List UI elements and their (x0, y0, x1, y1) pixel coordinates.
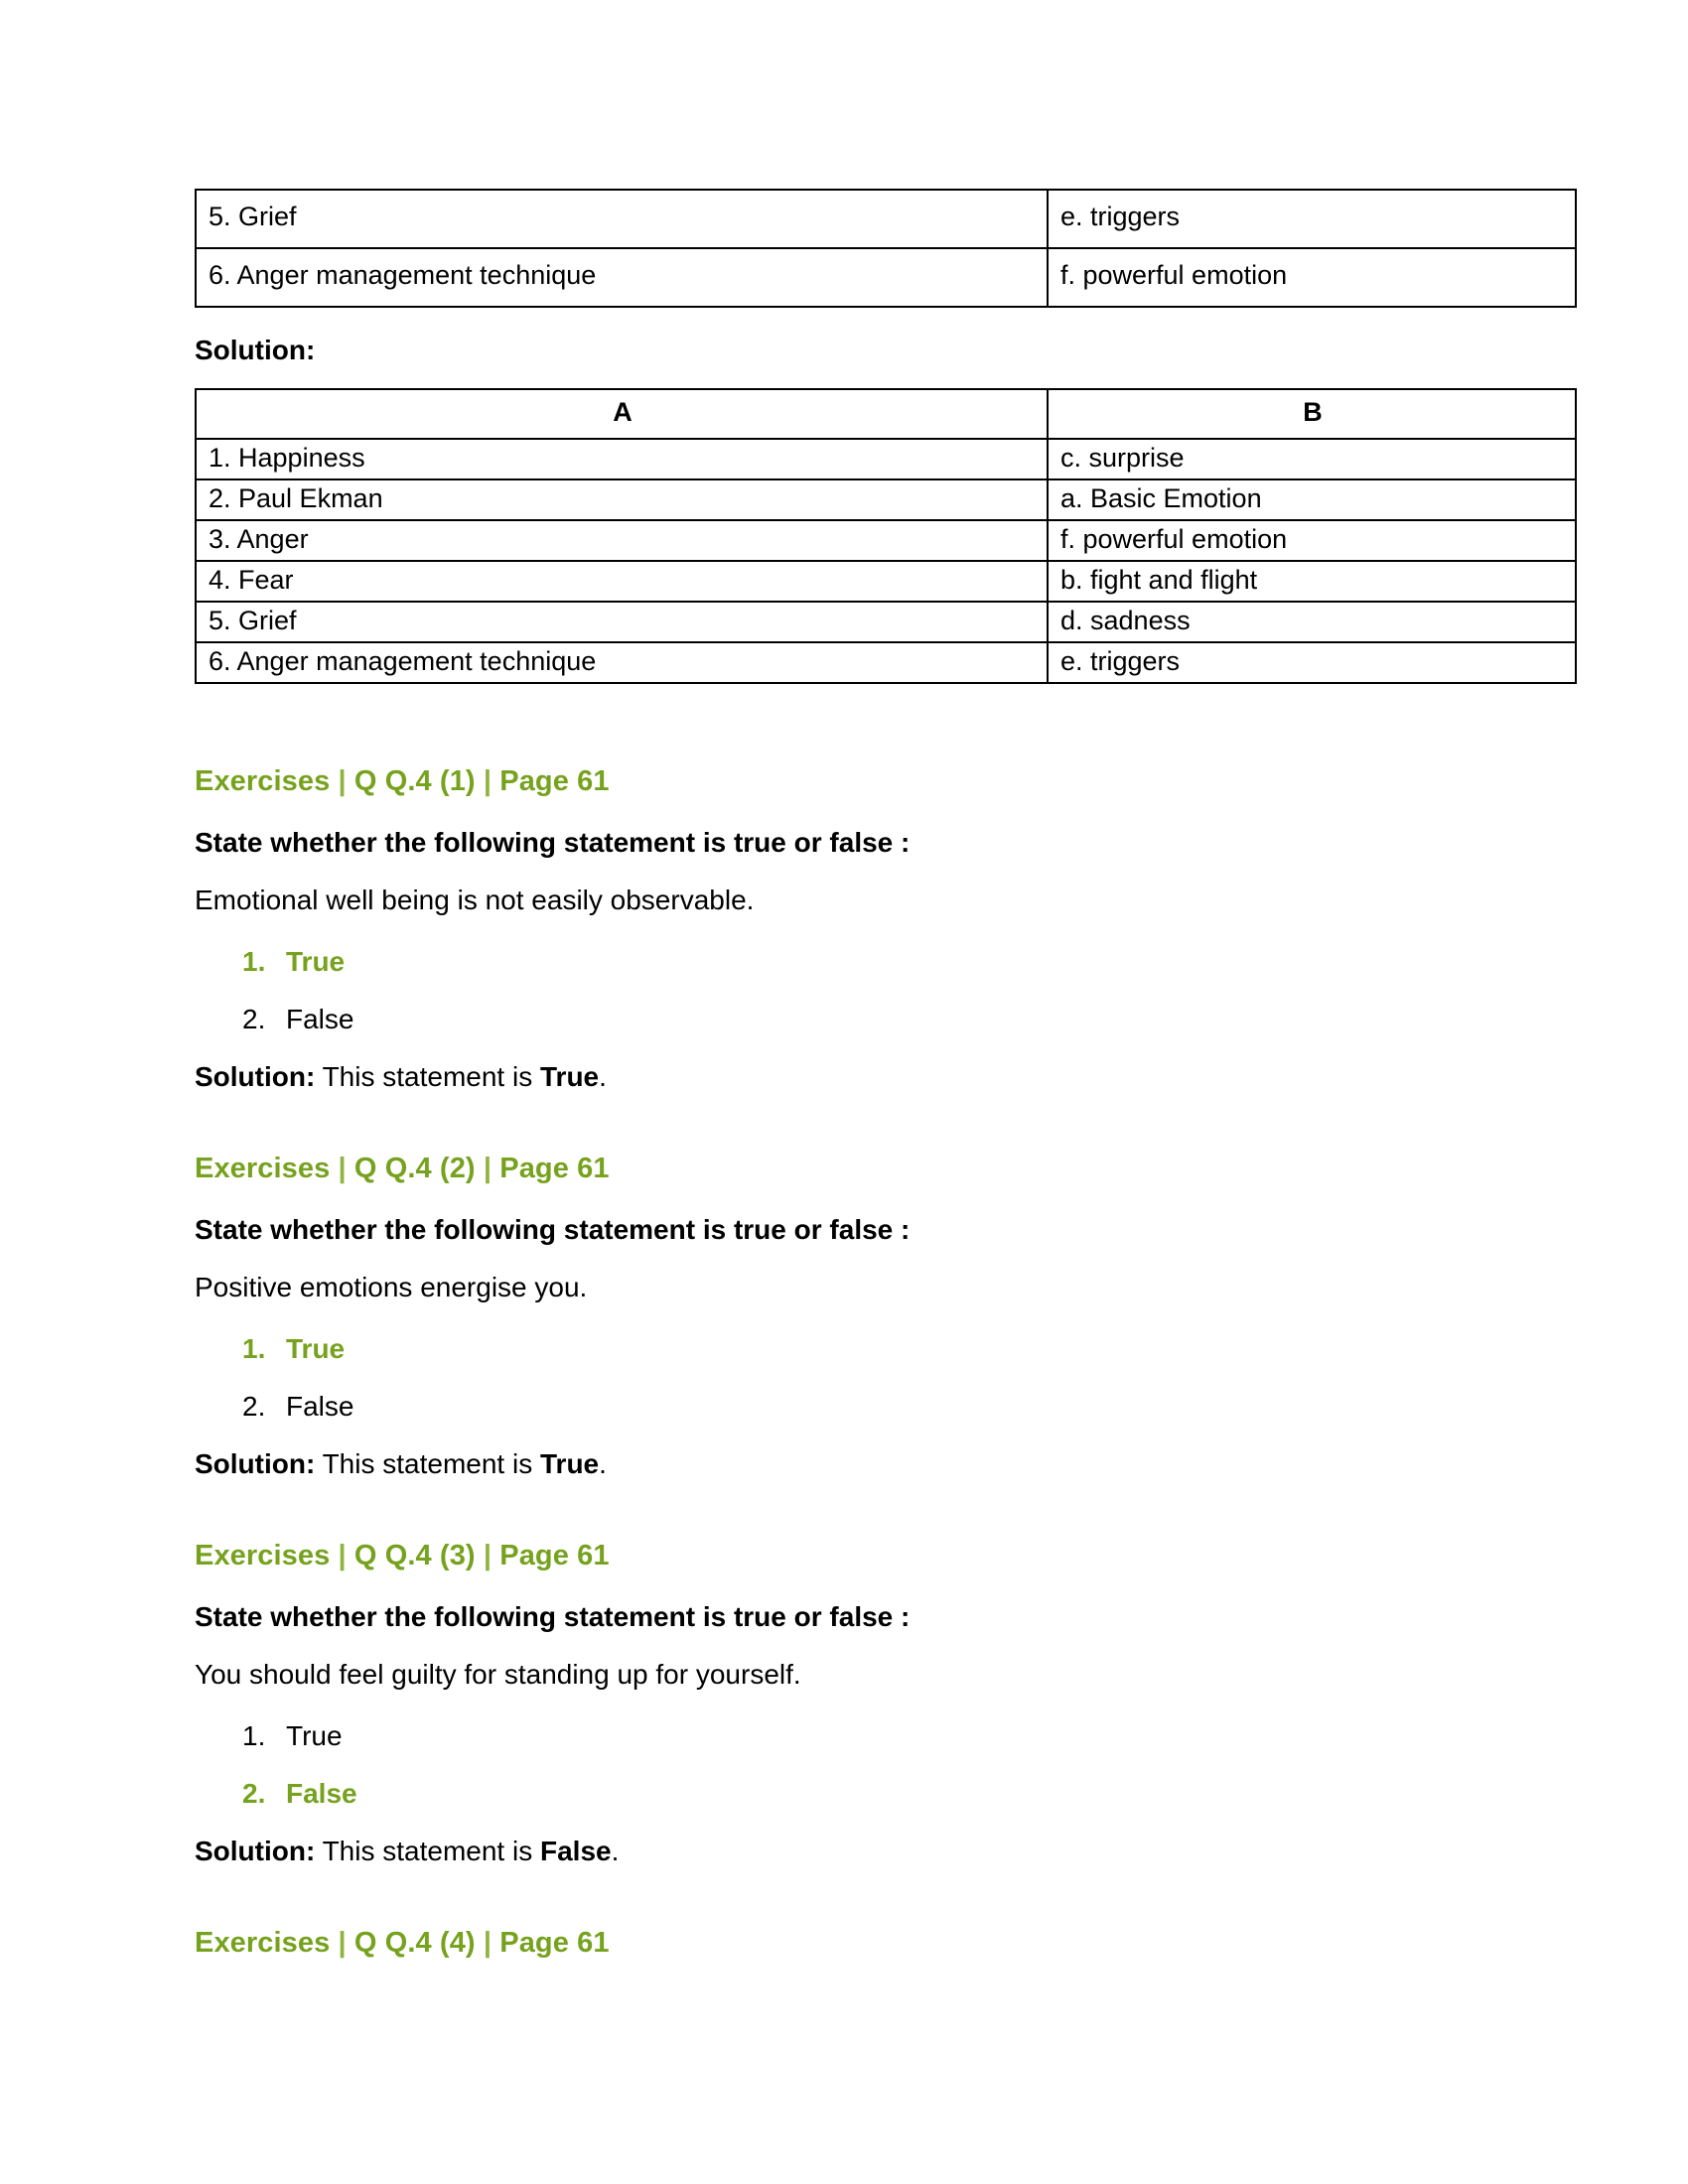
table-cell-b: b. fight and flight (1048, 561, 1576, 602)
exercise-statement: Emotional well being is not easily observable. (195, 885, 755, 916)
exercise-block-2 (195, 1153, 1575, 1480)
exercise-block-4 (195, 1927, 1575, 1960)
table-cell-b: e. triggers (1048, 190, 1576, 248)
solution-answer: True (540, 1448, 600, 1480)
table-header-a: A (196, 389, 1048, 439)
option-item[interactable] (242, 1004, 1575, 1035)
solution-text: This statement is (322, 1448, 533, 1480)
solution-label: Solution: (195, 335, 316, 365)
option-number: 1. (242, 1720, 266, 1752)
solution-label: Solution: (195, 1448, 316, 1480)
solution-label: Solution: (195, 1836, 316, 1867)
exercise-block-3 (195, 1540, 1575, 1867)
exercise-statement: You should feel guilty for standing up for yourself. (195, 1659, 801, 1691)
exercise-heading (195, 1153, 1575, 1185)
table-cell-a: 6. Anger management technique (196, 248, 1048, 307)
exercise-heading-page: Page 61 (499, 1927, 610, 1960)
table-cell-a: 5. Grief (196, 602, 1048, 642)
table-cell-b: e. triggers (1048, 642, 1576, 683)
table-cell-a: 2. Paul Ekman (196, 479, 1048, 520)
table-cell-a: 1. Happiness (196, 439, 1048, 479)
table-cell-a: 5. Grief (196, 190, 1048, 248)
option-number: 1. (242, 1333, 266, 1365)
option-item[interactable] (242, 946, 1575, 978)
option-label: False (286, 1004, 354, 1035)
exercise-heading-label: Exercises (195, 1927, 331, 1960)
table-row (196, 602, 1576, 642)
option-label: True (286, 1720, 343, 1752)
table-cell-b: f. powerful emotion (1048, 248, 1576, 307)
option-item[interactable] (242, 1720, 1575, 1752)
table-cell-b: c. surprise (1048, 439, 1576, 479)
exercise-heading-page: Page 61 (499, 1540, 610, 1572)
solution-period: . (599, 1061, 607, 1093)
exercise-heading-separator: | (483, 1153, 492, 1185)
exercise-prompt: State whether the following statement is true or false : (195, 827, 911, 859)
exercise-heading-separator: | (483, 1540, 492, 1572)
option-number: 2. (242, 1391, 266, 1423)
solution-period: . (599, 1448, 607, 1480)
table-row (196, 439, 1576, 479)
solution-period: . (611, 1836, 620, 1867)
table-row (196, 479, 1576, 520)
solution-text: This statement is (322, 1836, 533, 1867)
exercise-heading-question: Q Q.4 (2) (353, 1153, 476, 1185)
table-cell-b: f. powerful emotion (1048, 520, 1576, 561)
option-item[interactable] (242, 1391, 1575, 1423)
solution-label: Solution: (195, 1061, 316, 1093)
exercise-heading (195, 765, 1575, 798)
solution-answer: True (540, 1061, 600, 1093)
exercise-heading-separator: | (338, 765, 347, 798)
exercise-solution (195, 1836, 1575, 1867)
solution-text: This statement is (322, 1061, 533, 1093)
solution-answer: False (540, 1836, 612, 1867)
option-number: 2. (242, 1004, 266, 1035)
exercise-heading-label: Exercises (195, 1540, 331, 1572)
option-label: True (286, 1333, 346, 1365)
exercise-heading (195, 1540, 1575, 1572)
exercise-solution (195, 1061, 1575, 1093)
exercise-heading-question: Q Q.4 (4) (353, 1927, 476, 1960)
table-cell-b: a. Basic Emotion (1048, 479, 1576, 520)
option-item[interactable] (242, 1778, 1575, 1810)
exercise-heading-label: Exercises (195, 765, 331, 798)
exercise-heading-separator: | (338, 1153, 347, 1185)
exercise-heading-separator: | (338, 1540, 347, 1572)
option-number: 2. (242, 1778, 266, 1810)
table-cell-a: 6. Anger management technique (196, 642, 1048, 683)
exercise-heading-separator: | (338, 1927, 347, 1960)
exercise-prompt: State whether the following statement is true or false : (195, 1601, 911, 1633)
exercise-options (195, 1333, 1575, 1423)
option-label: False (286, 1391, 354, 1423)
option-label: False (286, 1778, 357, 1810)
table-row (196, 520, 1576, 561)
table-row (196, 642, 1576, 683)
table-header-b: B (1048, 389, 1576, 439)
exercise-solution (195, 1448, 1575, 1480)
exercise-heading (195, 1927, 1575, 1960)
exercise-block-1 (195, 765, 1575, 1093)
exercise-options (195, 1720, 1575, 1810)
table-cell-b: d. sadness (1048, 602, 1576, 642)
exercise-options (195, 946, 1575, 1035)
exercise-heading-question: Q Q.4 (3) (353, 1540, 476, 1572)
table-row (196, 190, 1576, 248)
exercise-heading-question: Q Q.4 (1) (353, 765, 476, 798)
option-number: 1. (242, 946, 266, 978)
matching-table-continued (195, 189, 1577, 308)
exercise-statement: Positive emotions energise you. (195, 1272, 588, 1303)
exercise-heading-page: Page 61 (499, 1153, 610, 1185)
table-row (196, 248, 1576, 307)
exercise-prompt: State whether the following statement is true or false : (195, 1214, 911, 1246)
exercise-heading-label: Exercises (195, 1153, 331, 1185)
exercise-heading-separator: | (483, 1927, 492, 1960)
option-label: True (286, 946, 346, 978)
table-cell-a: 3. Anger (196, 520, 1048, 561)
document-content (195, 189, 1575, 1960)
solution-table (195, 388, 1577, 684)
table-header-row (196, 389, 1576, 439)
table-row (196, 561, 1576, 602)
option-item[interactable] (242, 1333, 1575, 1365)
table-cell-a: 4. Fear (196, 561, 1048, 602)
exercise-heading-page: Page 61 (499, 765, 610, 798)
exercise-heading-separator: | (483, 765, 492, 798)
